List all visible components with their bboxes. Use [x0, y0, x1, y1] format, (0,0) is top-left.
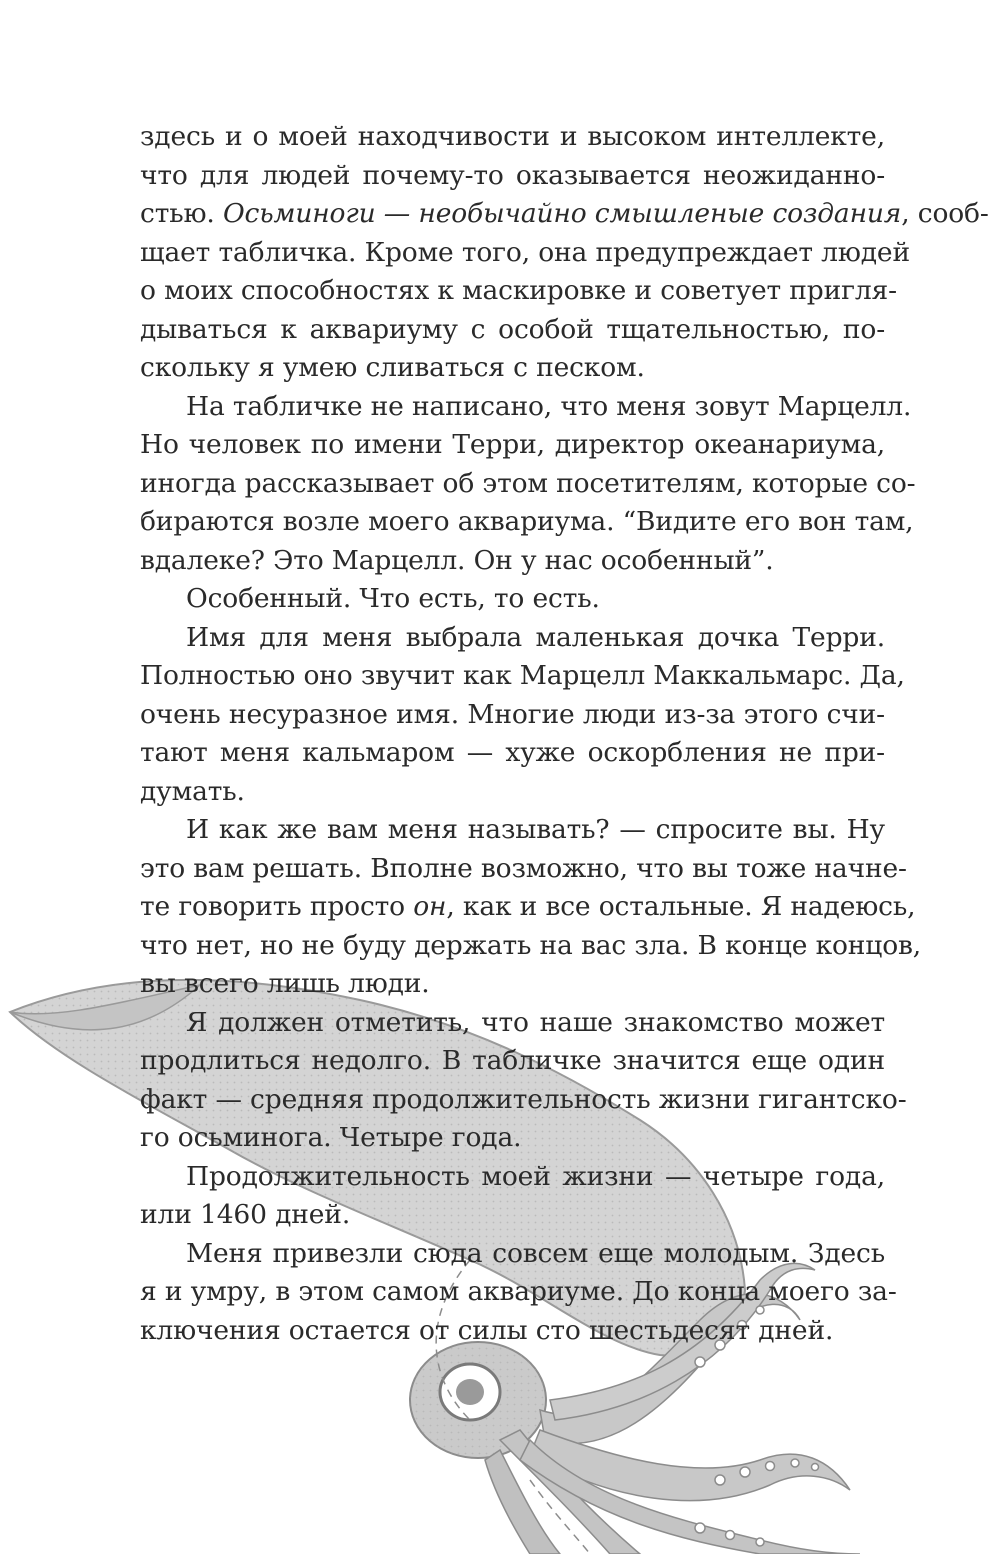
text-line — [140, 349, 885, 388]
text-line — [140, 503, 914, 542]
paragraph — [140, 1004, 907, 1158]
text-line — [140, 311, 885, 350]
text-run: очень несуразное имя. Многие люди из-за этого счи- — [140, 698, 885, 730]
paragraph — [140, 118, 989, 388]
paragraph — [140, 1235, 897, 1351]
text-run: Полностью оно звучит как Марцелл Маккальмарс. Да, — [140, 660, 905, 691]
text-run: го осьминога. Четыре года. — [140, 1122, 522, 1153]
italic-text: Осьминоги — необычайно смышленые создания — [222, 198, 902, 229]
paragraph — [140, 619, 905, 812]
text-run: думать. — [140, 775, 245, 807]
text-line — [140, 118, 885, 157]
text-line — [140, 157, 885, 196]
text-line — [140, 965, 885, 1004]
text-run: На табличке не написано, что меня зовут Марцелл. — [186, 390, 912, 422]
text-run: Продолжительность моей жизни — четыре года, — [186, 1160, 885, 1192]
text-line — [140, 1081, 907, 1120]
text-line — [140, 542, 885, 581]
text-run: факт — средняя продолжительность жизни гигантско- — [140, 1083, 907, 1115]
text-line — [140, 657, 905, 696]
text-run: иногда рассказывает об этом посетителям, которые со- — [140, 467, 916, 499]
text-run: И как же вам меня называть? — спросите вы. Ну — [186, 814, 885, 845]
text-run: щает табличка. Кроме того, она предупреждает людей — [140, 236, 910, 268]
text-run: здесь и о моей находчивости и высоком интеллекте, — [140, 121, 885, 152]
text-line — [140, 1042, 885, 1081]
text-line — [140, 1196, 885, 1235]
text-run: Особенный. Что есть, то есть. — [186, 583, 600, 614]
paragraph — [140, 811, 922, 1004]
text-run: бираются возле моего аквариума. “Видите его вон там, — [140, 506, 914, 537]
text-line — [140, 426, 885, 465]
text-line — [140, 850, 907, 889]
text-line — [140, 734, 885, 773]
text-run: ключения остается от силы сто шестьдесят дней. — [140, 1314, 834, 1346]
text-line — [140, 388, 912, 427]
paragraph — [140, 1158, 885, 1235]
body-text — [140, 118, 989, 1350]
text-run: Имя для меня выбрала маленькая дочка Терри. — [186, 621, 885, 653]
text-run: это вам решать. Вполне возможно, что вы тоже начне- — [140, 852, 907, 884]
text-run: тают меня кальмаром — хуже оскорбления не при- — [140, 737, 885, 768]
text-run: вдалеке? Это Марцелл. Он у нас особенный”. — [140, 544, 774, 576]
text-line — [140, 811, 885, 850]
text-run: что для людей почему-то оказывается неожиданно- — [140, 159, 885, 191]
text-run: скольку я умею сливаться с песком. — [140, 352, 645, 383]
text-run: или 1460 дней. — [140, 1199, 351, 1230]
text-line — [140, 1312, 885, 1351]
text-line — [140, 195, 989, 234]
text-line — [140, 1004, 885, 1043]
text-line — [140, 1158, 885, 1197]
text-line — [140, 272, 897, 311]
text-line — [140, 1273, 897, 1312]
text-run: , сооб- — [901, 198, 989, 229]
text-run: Я должен отметить, что наше знакомство может — [186, 1006, 885, 1038]
text-run: Меня привезли сюда совсем еще молодым. Здесь — [186, 1237, 885, 1269]
italic-text: он — [413, 891, 447, 922]
text-line — [140, 927, 922, 966]
text-run: продлиться недолго. В табличке значится еще один — [140, 1045, 885, 1076]
text-run: я и умру, в этом самом аквариуме. До конца моего за- — [140, 1276, 897, 1307]
text-line — [140, 773, 885, 812]
text-line — [140, 1235, 885, 1274]
paragraph — [140, 388, 916, 581]
text-line — [140, 696, 885, 735]
text-line — [140, 1119, 885, 1158]
text-line — [140, 465, 916, 504]
text-run: о моих способностях к маскировке и советует пригля- — [140, 275, 897, 306]
paragraph — [140, 580, 885, 619]
text-run: вы всего лишь люди. — [140, 968, 430, 999]
text-run: стью. — [140, 198, 223, 229]
text-line — [140, 580, 885, 619]
text-run: , как и все остальные. Я надеюсь, — [446, 891, 916, 922]
text-line — [140, 234, 910, 273]
text-run: что нет, но не буду держать на вас зла. В конце концов, — [140, 929, 922, 961]
text-run: те говорить просто — [140, 891, 414, 922]
text-run: Но человек по имени Терри, директор океанариума, — [140, 429, 885, 460]
text-run: дываться к аквариуму с особой тщательностью, по- — [140, 313, 885, 345]
text-line — [140, 888, 916, 927]
text-line — [140, 619, 885, 658]
